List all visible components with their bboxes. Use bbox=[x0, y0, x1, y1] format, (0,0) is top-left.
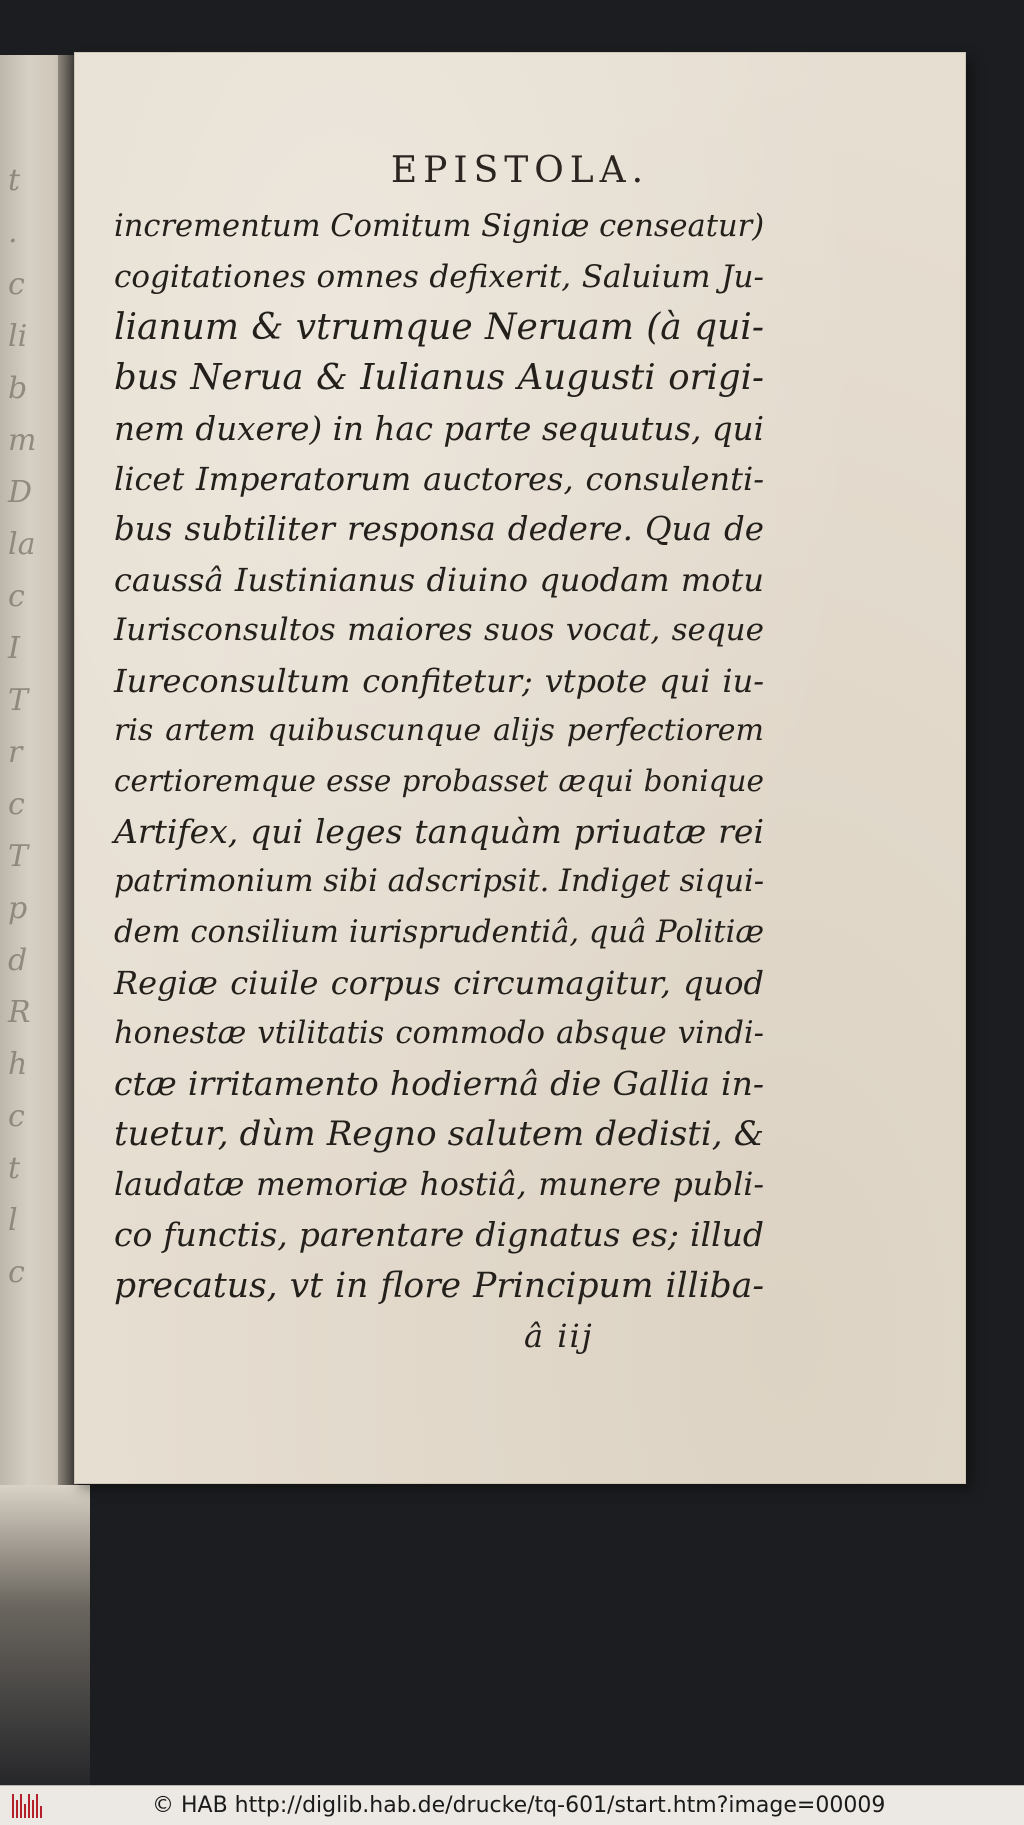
text-line: precatus, vt in flore Principum illiba- bbox=[114, 1265, 764, 1306]
text-line: Artifex, qui leges tanquàm priuatæ rei bbox=[114, 811, 764, 851]
text-line: patrimonium sibi adscripsit. Indiget siqui- bbox=[114, 864, 765, 900]
page-heading: EPISTOLA. bbox=[390, 150, 650, 191]
text-line: cogitationes omnes defixerit, Saluium Ju- bbox=[114, 259, 764, 296]
bleed-through-text: t . c li b m D la c I T r c T p d R h c t l c bbox=[8, 163, 37, 1290]
text-line: ctæ irritamento hodiernâ die Gallia in- bbox=[114, 1063, 764, 1103]
text-line: bus Nerua & Iulianus Augusti origi- bbox=[114, 357, 764, 399]
text-line: incrementum Comitum Signiæ censeatur) bbox=[114, 209, 765, 244]
footer-bar bbox=[0, 1785, 1024, 1825]
text-line: Iurisconsultos maiores suos vocat, seque bbox=[114, 612, 764, 649]
text-line: certioremque esse probasset æqui bonique bbox=[114, 764, 764, 799]
text-line: nem duxere) in hac parte sequutus, qui bbox=[114, 409, 764, 448]
text-line: Iureconsultum confitetur; vtpote qui iu- bbox=[114, 661, 764, 700]
hab-logo-icon bbox=[12, 1794, 42, 1818]
book-page bbox=[74, 52, 966, 1484]
text-line: honestæ vtilitatis commodo absque vindi- bbox=[114, 1015, 764, 1051]
text-line: laudatæ memoriæ hostiâ, munere publi- bbox=[114, 1166, 764, 1203]
text-line: bus subtiliter responsa dedere. Qua de bbox=[114, 510, 764, 549]
text-line: caussâ Iustinianus diuino quodam motu bbox=[114, 560, 764, 599]
book-edge-shadow bbox=[0, 1485, 90, 1785]
text-line: tuetur, dùm Regno salutem dedisti, & bbox=[114, 1114, 764, 1155]
text-line: dem consilium iurisprudentiâ, quâ Politiæ bbox=[114, 914, 764, 950]
text-line: co functis, parentare dignatus es; illud bbox=[114, 1215, 764, 1255]
text-line: lianum & vtrumque Neruam (à qui- bbox=[114, 306, 764, 348]
copyright-url[interactable]: © HAB http://diglib.hab.de/drucke/tq-601/start.htm?image=00009 bbox=[152, 1793, 886, 1818]
text-line: ris artem quibuscunque alijs perfectiorem bbox=[114, 713, 764, 749]
text-line: licet Imperatorum auctores, consulenti- bbox=[114, 460, 764, 499]
signature-mark: â iij bbox=[524, 1317, 594, 1355]
text-line: Regiæ ciuile corpus circumagitur, quod bbox=[114, 964, 764, 1003]
body-text bbox=[114, 202, 764, 1311]
